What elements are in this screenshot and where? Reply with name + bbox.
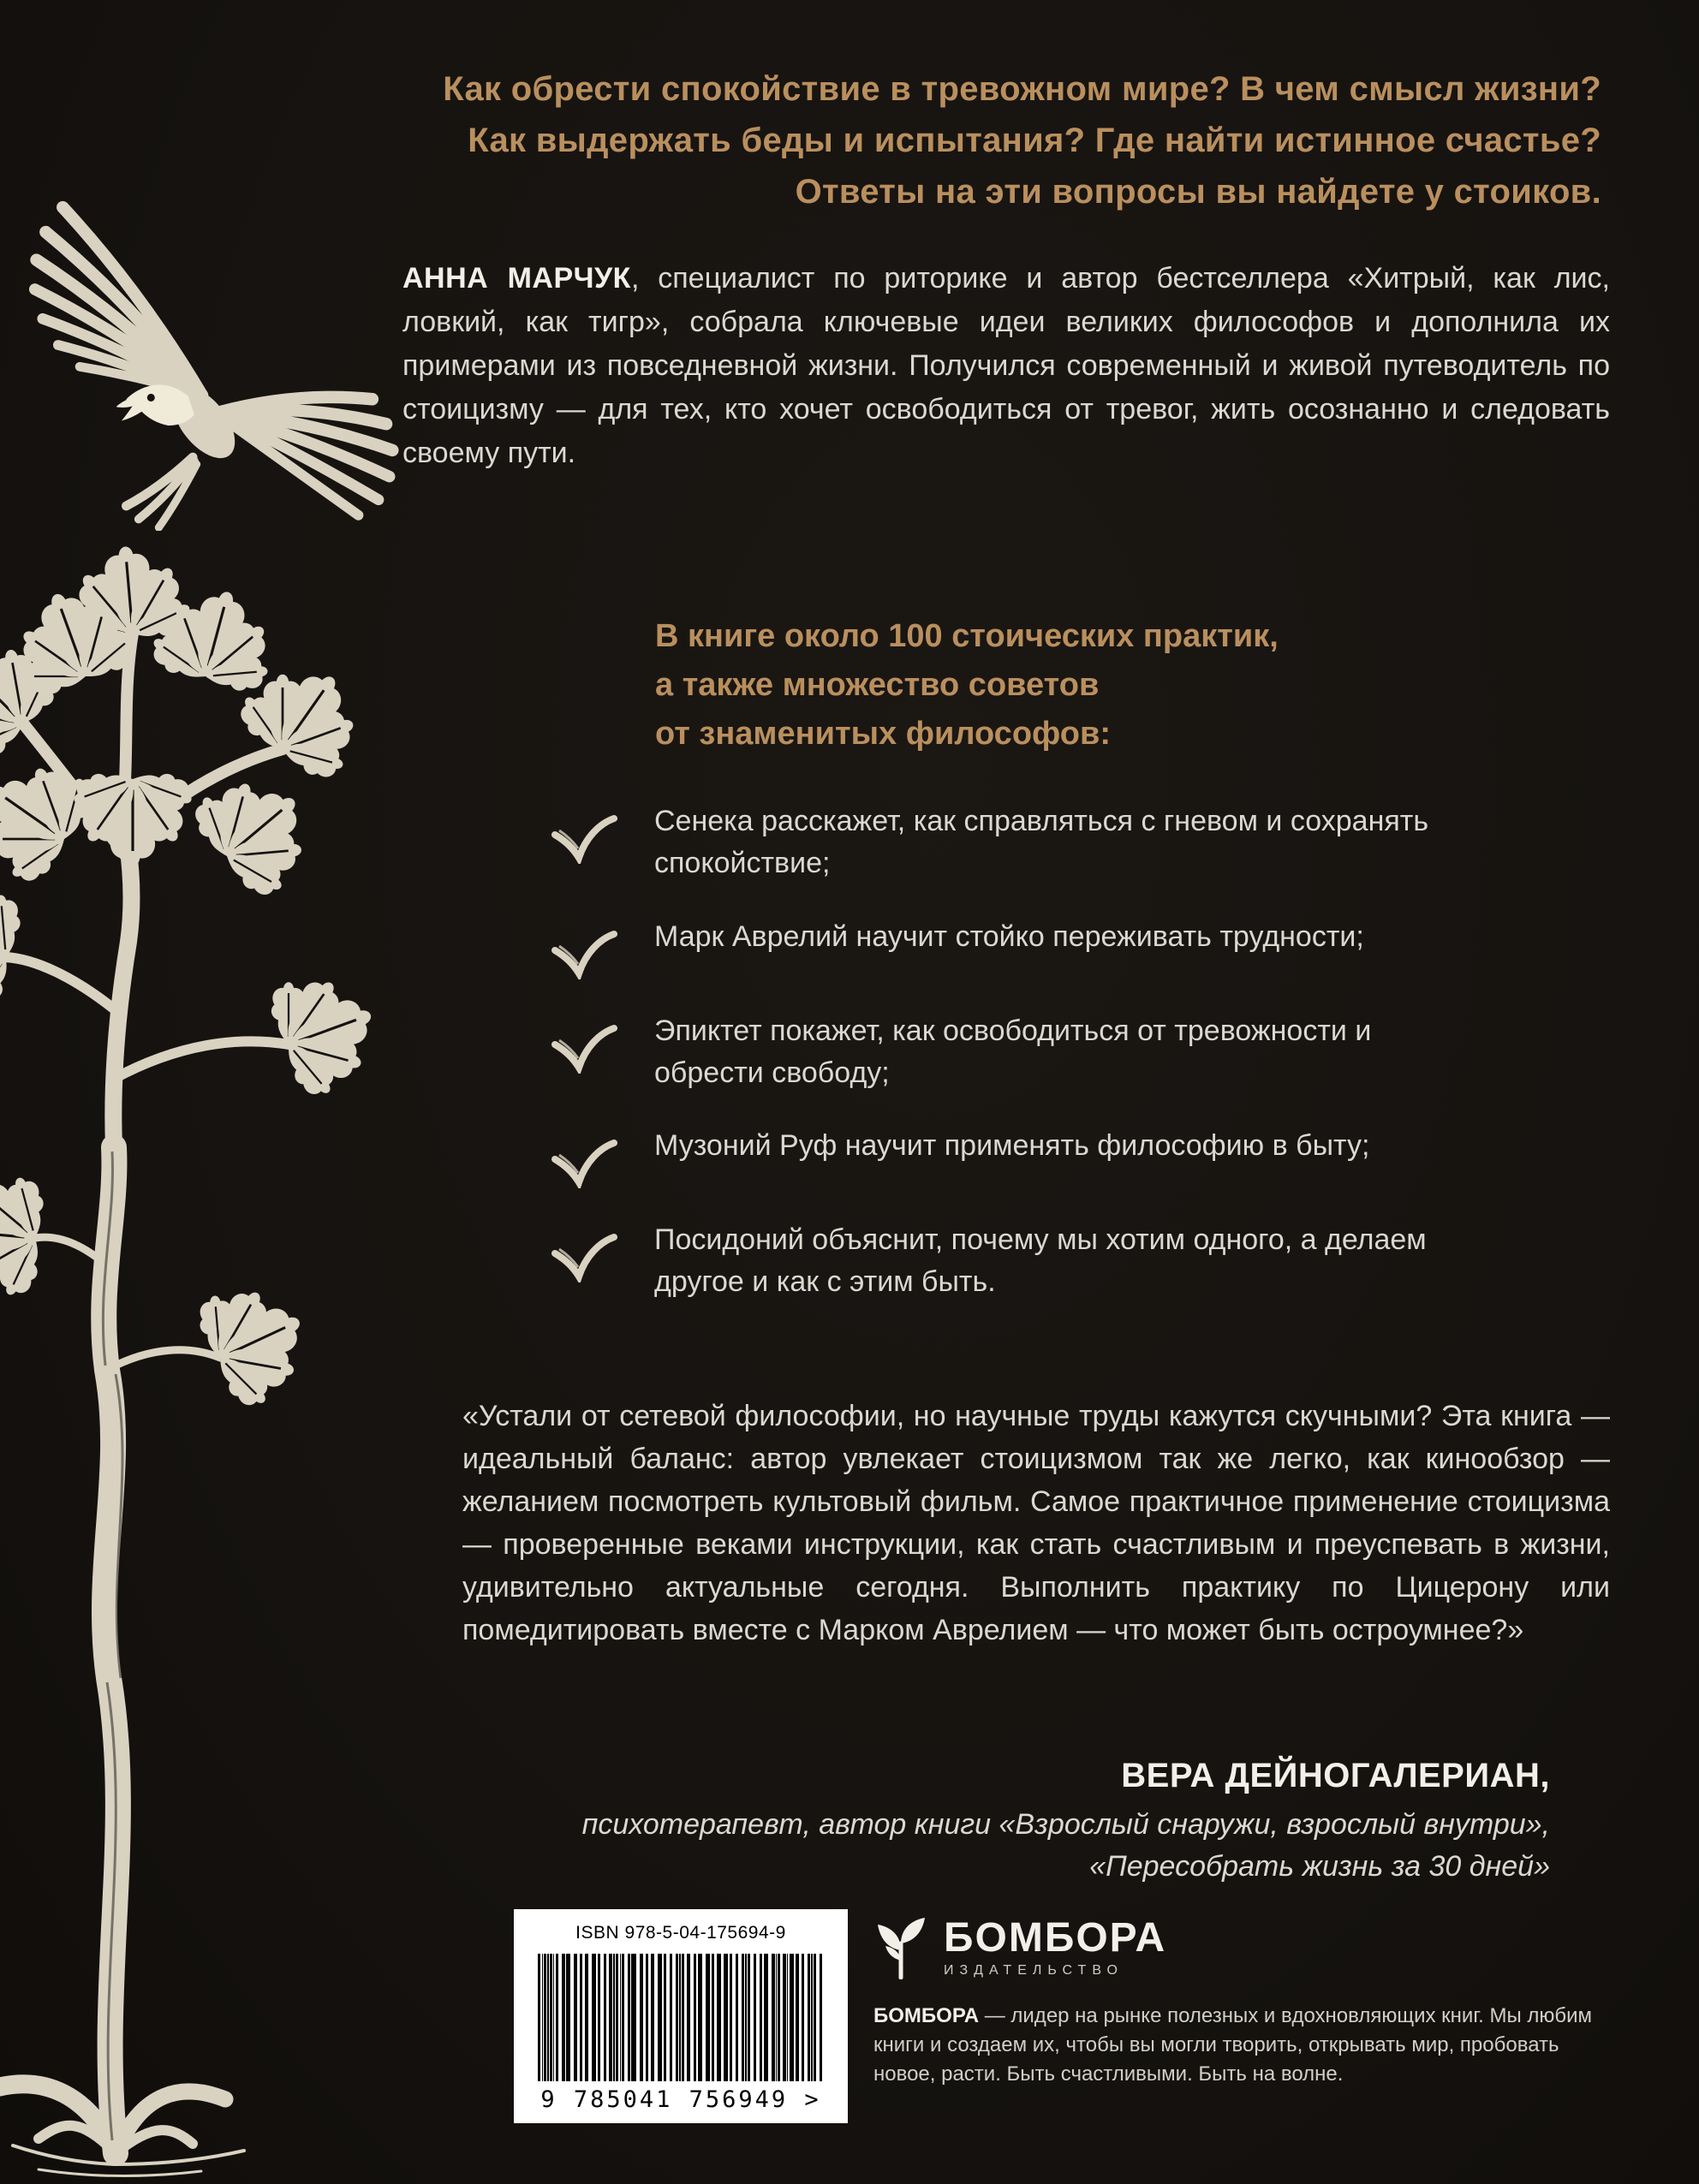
check-icon <box>548 1231 620 1282</box>
check-icon <box>548 1137 620 1188</box>
practice-item <box>548 1125 1627 1188</box>
practice-item-text: Музоний Руф научит применять философию в быту; <box>654 1129 1370 1163</box>
publisher-tagline: ИЗДАТЕЛЬСТВО <box>944 1963 1124 1979</box>
review-author-role: психотерапевт, автор книги «Взрослый снаружи, взрослый внутри», «Пересобрать жизнь за 30 дней» <box>581 1808 1550 1883</box>
intro-paragraph <box>402 257 1610 475</box>
headline-line-2: Как выдержать беды и испытания? Где найти истинное счастье? <box>468 122 1601 159</box>
oak-tree-illustration-icon <box>0 531 373 2184</box>
intro-text: , специалист по риторике и автор бестселлера «Хитрый, как лис, ловкий, как тигр», собрала ключевые идеи великих философов и дополнила их примерами из повседневной жизни. Получился современный и живой путеводитель по стоицизму — для тех, кто хочет освободиться от тревог, жить осознанно и следовать своему пути. <box>402 262 1610 469</box>
practices-heading <box>655 612 1279 759</box>
publisher-blurb <box>873 2002 1619 2089</box>
review-author-name: ВЕРА ДЕЙНОГАЛЕРИАН, <box>1121 1757 1550 1794</box>
review-quote: «Устали от сетевой философии, но научные труды кажутся скучными? Эта книга — идеальный баланс: автор увлекает стоицизмом так же легко, как кинообзор — желанием посмотреть культовый фильм. Самое практичное применение стоицизма — проверенные веками инструкции, как стать счастливым и преуспевать в жизни, удивительно актуальные сегодня. Выполнить практику по Цицерону или помедитировать вместе с Марком Аврелием — что может быть остроумнее?» <box>462 1400 1610 1646</box>
headline-line-1: Как обрести спокойствие в тревожном мире? В чем смысл жизни? <box>443 70 1601 108</box>
practice-item-text: Эпиктет покажет, как освободиться от тревожности и обрести свободу; <box>654 1014 1372 1089</box>
practice-item-text: Посидоний объяснит, почему мы хотим одного, а делаем другое и как с этим быть. <box>654 1223 1427 1299</box>
publisher-logo-text <box>944 1914 1167 1979</box>
publisher-logo <box>873 1916 1619 1979</box>
practice-item <box>548 800 1627 885</box>
review-attribution <box>462 1757 1610 1889</box>
isbn-text: ISBN 978-5-04-175694-9 <box>575 1923 786 1943</box>
sprout-logo-icon <box>873 1916 928 1979</box>
barcode-digits: 9 785041 756949 > <box>540 2086 821 2113</box>
publisher-blurb-brand: БОМБОРА <box>873 2004 980 2027</box>
eagle-illustration-icon <box>9 167 411 531</box>
practice-item <box>548 1010 1627 1095</box>
barcode <box>514 1909 848 2123</box>
author-name: АННА МАРЧУК <box>402 262 631 295</box>
headline-line-3: Ответы на эти вопросы вы найдете у стоиков. <box>795 173 1601 211</box>
practices-list <box>548 800 1627 1335</box>
publisher-name: БОМБОРА <box>944 1914 1167 1961</box>
headline <box>197 63 1601 217</box>
practice-item-text: Сенека расскажет, как справляться с гневом и сохранять спокойствие; <box>654 805 1429 880</box>
practice-item-text: Марк Аврелий научит стойко переживать трудности; <box>654 919 1364 953</box>
check-icon <box>548 928 620 979</box>
practice-item <box>548 916 1627 979</box>
check-icon <box>548 812 620 864</box>
barcode-bars-icon <box>538 1954 824 2081</box>
practices-heading-line-2: а также множество советов <box>655 667 1100 703</box>
practices-heading-line-1: В книге около 100 стоических практик, <box>655 618 1279 654</box>
check-icon <box>548 1022 620 1074</box>
publisher-block <box>873 1916 1619 2089</box>
practice-item <box>548 1219 1627 1304</box>
publisher-blurb-text: — лидер на рынке полезных и вдохновляющих книг. Мы любим книги и создаем их, чтобы вы могли творить, открывать мир, пробовать новое, расти. Быть счастливыми. Быть на волне. <box>873 2004 1593 2086</box>
practices-heading-line-3: от знаменитых философов: <box>655 716 1111 752</box>
